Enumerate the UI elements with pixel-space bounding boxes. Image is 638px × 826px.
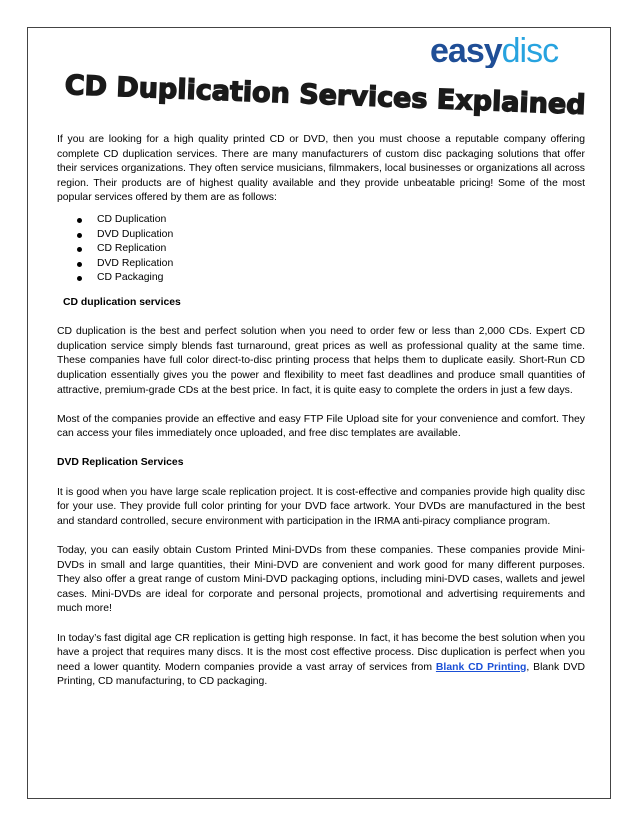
- list-item: CD Packaging: [57, 271, 585, 286]
- logo-easy: easy: [430, 32, 502, 68]
- page-title: [55, 60, 595, 130]
- list-item: DVD Replication: [57, 257, 585, 272]
- section1-paragraph-2: Most of the companies provide an effective and easy FTP File Upload site for your convenience and comfort. They can access your files immediately once uploaded, and free disc templates are available.: [57, 413, 585, 440]
- section2-paragraph-2: Today, you can easily obtain Custom Printed Mini-DVDs from these companies. These companies provide Mini-DVDs in small and large quantities, their Mini-DVD are convenient and work good for many different purposes. They also offer a great range of custom Mini-DVD packaging options, including mini-DVD cases, wallets and jewel cases. Mini-DVDs are ideal for corporate and personal projects, promotional and advertising requirements and much more!: [57, 545, 585, 615]
- document-body: [57, 133, 585, 690]
- bullet-icon: [77, 218, 82, 223]
- bullet-icon: [77, 233, 82, 238]
- section-heading-dvd-replication: DVD Replication Services: [57, 457, 184, 469]
- page-title-text: CD Duplication Services Explained: [64, 70, 587, 121]
- services-list: [57, 213, 585, 286]
- list-item: DVD Duplication: [57, 228, 585, 243]
- section2-paragraph-3: In today’s fast digital age CR replication is getting high response. In fact, it has become the best solution when you have a project that requires many discs. It is the most cost effective process. Disc duplication is perfect when you need a lower quantity. Modern companies provide a vast array of services from Blank CD Printing, Blank DVD Printing, CD manufacturing, to CD packaging.: [57, 632, 586, 688]
- logo-disc: disc: [501, 32, 559, 68]
- section2-paragraph-1: It is good when you have large scale replication project. It is cost-effective and companies provide high quality disc for your use. They provide full color printing for your DVD face artwork. Your DVDs are manufactured in the best and standard controlled, secure environment with participation in the IRMA anti-piracy compliance program.: [57, 486, 585, 527]
- bullet-icon: [77, 262, 82, 267]
- bullet-icon: [77, 276, 82, 281]
- section1-paragraph-1: CD duplication is the best and perfect solution when you need to order few or less than 2,000 CDs. Expert CD duplication service simply blends fast turnaround, great prices as well as professional quality at the same time. These companies have full color direct-to-disc printing process that helps them to duplicate easily. Short-Run CD duplication essentially gives you the power and flexibility to meet fast deadlines and produce small quantities of attractive, premium-grade CDs at the best price. In fact, it is quite easy to complete the orders in just a few days.: [57, 326, 585, 396]
- list-item: CD Duplication: [57, 213, 585, 228]
- blank-cd-printing-link[interactable]: Blank CD Printing: [435, 661, 527, 673]
- intro-paragraph: If you are looking for a high quality printed CD or DVD, then you must choose a reputable company offering complete CD duplication services. There are many manufacturers of custom disc packaging solutions that offer their services organizations. They often service musicians, filmmakers, local businesses or organizations all across region. Their products are of highest quality available and they provide unbeatable pricing! Some of the most popular services offered by them are as follows:: [57, 134, 585, 204]
- section-heading-cd-duplication: CD duplication services: [63, 296, 181, 308]
- list-item: CD Replication: [57, 242, 585, 257]
- bullet-icon: [77, 247, 82, 252]
